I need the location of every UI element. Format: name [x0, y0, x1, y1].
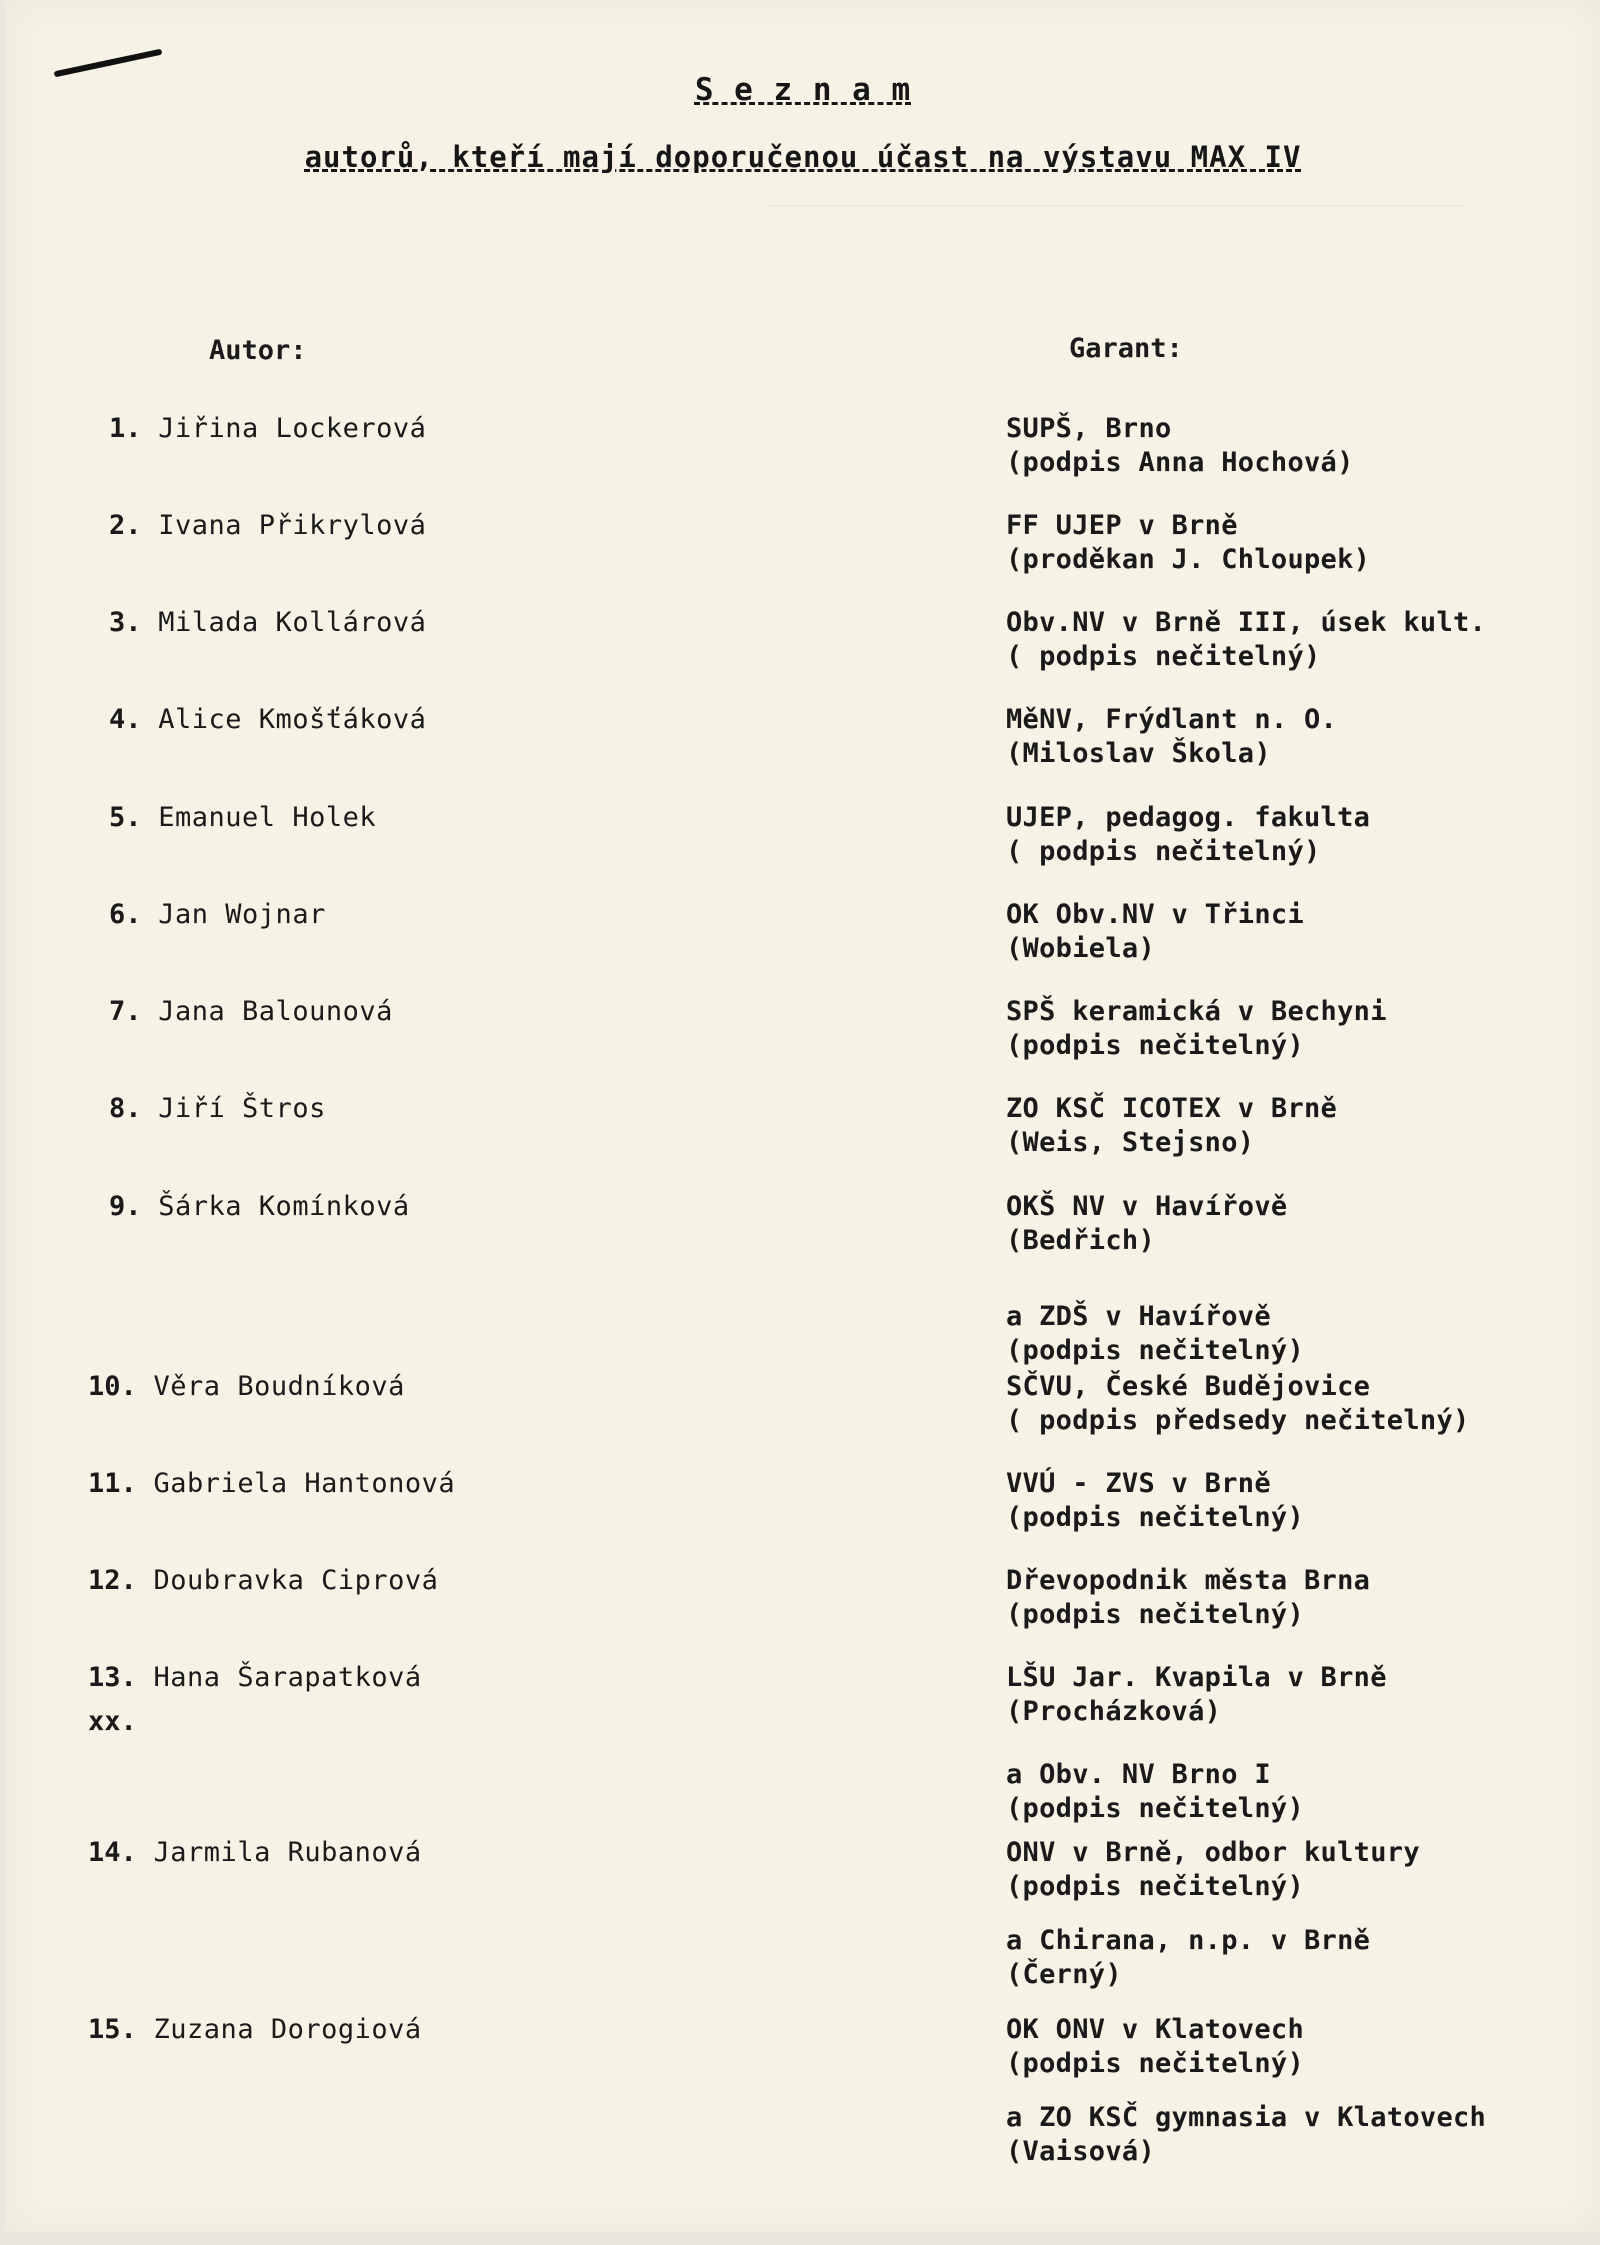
guarantor-organization: ZO KSČ ICOTEX v Brně — [1006, 1093, 1338, 1124]
entry-number: 12. — [88, 1565, 137, 1596]
guarantor-signature: (Bedřich) — [1006, 1225, 1155, 1256]
guarantor-organization: a ZO KSČ gymnasia v Klatovech — [1006, 2102, 1487, 2133]
guarantor-organization: Dřevopodnik města Brna — [1006, 1565, 1371, 1596]
author-entry — [88, 1370, 405, 1404]
guarantor-organization: OK ONV v Klatovech — [1006, 2014, 1304, 2045]
author-name: Gabriela Hantonová — [136, 1468, 456, 1499]
author-entry — [109, 995, 393, 1029]
author-entry — [88, 1564, 438, 1598]
guarantor-signature: (Wobiela) — [1006, 933, 1155, 964]
author-name: Doubravka Ciprová — [136, 1565, 439, 1596]
guarantor-organization: FF UJEP v Brně — [1006, 510, 1238, 541]
author-entry — [109, 703, 426, 737]
entry-number: 8. — [109, 1093, 142, 1124]
entry-number: xx. — [88, 1706, 137, 1737]
guarantor-signature: ( podpis nečitelný) — [1006, 641, 1321, 672]
author-entry — [88, 1467, 455, 1501]
guarantor-signature: ( podpis nečitelný) — [1006, 836, 1321, 867]
entry-number: 7. — [109, 996, 142, 1027]
entry-number: 13. — [88, 1662, 137, 1693]
guarantor-entry — [1006, 1092, 1337, 1160]
entry-number: 4. — [109, 704, 142, 735]
entry-number: 2. — [109, 510, 142, 541]
guarantor-entry — [1006, 1758, 1304, 1826]
bleed-through-shadow — [766, 205, 1466, 247]
guarantor-entry — [1006, 2101, 1486, 2169]
entry-number: 11. — [88, 1468, 137, 1499]
author-name: Šárka Komínková — [141, 1191, 410, 1222]
guarantor-organization: Obv.NV v Brně III, úsek kult. — [1006, 607, 1487, 638]
guarantor-entry — [1006, 898, 1304, 966]
guarantor-signature: (podpis nečitelný) — [1006, 1335, 1304, 1366]
guarantor-organization: LŠU Jar. Kvapila v Brně — [1006, 1662, 1387, 1693]
guarantor-signature: (podpis nečitelný) — [1006, 2048, 1304, 2079]
guarantor-entry — [1006, 995, 1387, 1063]
author-entry — [109, 898, 326, 932]
author-name: Jiří Štros — [141, 1093, 326, 1124]
author-entry — [88, 2013, 422, 2047]
guarantor-entry — [1006, 1564, 1370, 1632]
author-name: Emanuel Holek — [141, 802, 377, 833]
entry-number: 10. — [88, 1371, 137, 1402]
guarantor-signature: (Vaisová) — [1006, 2136, 1155, 2167]
author-name: Jan Wojnar — [141, 899, 326, 930]
guarantor-entry — [1006, 1924, 1370, 1992]
entry-number: 1. — [109, 413, 142, 444]
entry-number: 15. — [88, 2014, 137, 2045]
author-entry — [109, 509, 426, 543]
guarantor-signature: ( podpis předsedy nečitelný) — [1006, 1405, 1470, 1436]
author-name: Milada Kollárová — [141, 607, 427, 638]
guarantor-entry — [1006, 1661, 1387, 1729]
author-name: Jana Balounová — [141, 996, 393, 1027]
guarantor-signature: (Miloslav Škola) — [1006, 738, 1271, 769]
guarantor-entry — [1006, 801, 1370, 869]
author-entry — [109, 1092, 326, 1126]
entry-number: 9. — [109, 1191, 142, 1222]
guarantor-organization: SPŠ keramická v Bechyni — [1006, 996, 1387, 1027]
author-name: Zuzana Dorogiová — [136, 2014, 422, 2045]
guarantor-organization: ONV v Brně, odbor kultury — [1006, 1837, 1420, 1868]
guarantor-entry — [1006, 509, 1370, 577]
guarantor-organization: SUPŠ, Brno — [1006, 413, 1172, 444]
guarantor-entry — [1006, 703, 1337, 771]
author-column-header: Autor: — [209, 335, 307, 366]
guarantor-organization: VVÚ - ZVS v Brně — [1006, 1468, 1271, 1499]
guarantor-signature: (podpis Anna Hochová) — [1006, 447, 1354, 478]
author-entry — [109, 412, 426, 446]
author-entry — [88, 1705, 137, 1739]
guarantor-signature: (podpis nečitelný) — [1006, 1871, 1304, 1902]
guarantor-signature: (Procházková) — [1006, 1696, 1222, 1727]
author-name: Hana Šarapatková — [136, 1662, 422, 1693]
author-entry — [109, 801, 376, 835]
guarantor-entry — [1006, 1836, 1420, 1904]
guarantor-signature: (Černý) — [1006, 1959, 1122, 1990]
author-name: Alice Kmošťáková — [141, 704, 427, 735]
author-name: Věra Boudníková — [136, 1371, 405, 1402]
guarantor-organization: OKŠ NV v Havířově — [1006, 1191, 1288, 1222]
guarantor-signature: (podpis nečitelný) — [1006, 1502, 1304, 1533]
guarantor-organization: UJEP, pedagog. fakulta — [1006, 802, 1371, 833]
author-entry — [109, 1190, 410, 1224]
author-name: Ivana Přikrylová — [141, 510, 427, 541]
guarantor-organization: OK Obv.NV v Třinci — [1006, 899, 1304, 930]
guarantor-organization: a ZDŠ v Havířově — [1006, 1301, 1271, 1332]
document-page — [6, 0, 1600, 2232]
author-entry — [88, 1836, 422, 1870]
guarantor-signature: (podpis nečitelný) — [1006, 1793, 1304, 1824]
guarantor-organization: a Chirana, n.p. v Brně — [1006, 1925, 1371, 1956]
guarantor-signature: (proděkan J. Chloupek) — [1006, 544, 1371, 575]
document-title: S e z n a m — [694, 72, 912, 108]
guarantor-entry — [1006, 606, 1486, 674]
entry-number: 5. — [109, 802, 142, 833]
document-subtitle: autorů, kteří mají doporučenou účast na výstavu MAX IV — [304, 140, 1302, 174]
author-entry — [88, 1661, 422, 1695]
guarantor-signature: (Weis, Stejsno) — [1006, 1127, 1255, 1158]
author-name: Jiřina Lockerová — [141, 413, 427, 444]
guarantor-signature: (podpis nečitelný) — [1006, 1599, 1304, 1630]
guarantor-entry — [1006, 1190, 1287, 1258]
guarantor-organization: SČVU, České Budějovice — [1006, 1371, 1371, 1402]
entry-number: 14. — [88, 1837, 137, 1868]
author-entry — [109, 606, 426, 640]
guarantor-organization: a Obv. NV Brno I — [1006, 1759, 1271, 1790]
guarantor-entry — [1006, 1300, 1304, 1368]
guarantor-column-header: Garant: — [1069, 333, 1183, 364]
author-name: Jarmila Rubanová — [136, 1837, 422, 1868]
guarantor-signature: (podpis nečitelný) — [1006, 1030, 1304, 1061]
entry-number: 6. — [109, 899, 142, 930]
guarantor-entry — [1006, 1467, 1304, 1535]
guarantor-entry — [1006, 2013, 1304, 2081]
entry-number: 3. — [109, 607, 142, 638]
guarantor-entry — [1006, 412, 1354, 480]
guarantor-organization: MěNV, Frýdlant n. O. — [1006, 704, 1338, 735]
guarantor-entry — [1006, 1370, 1470, 1438]
